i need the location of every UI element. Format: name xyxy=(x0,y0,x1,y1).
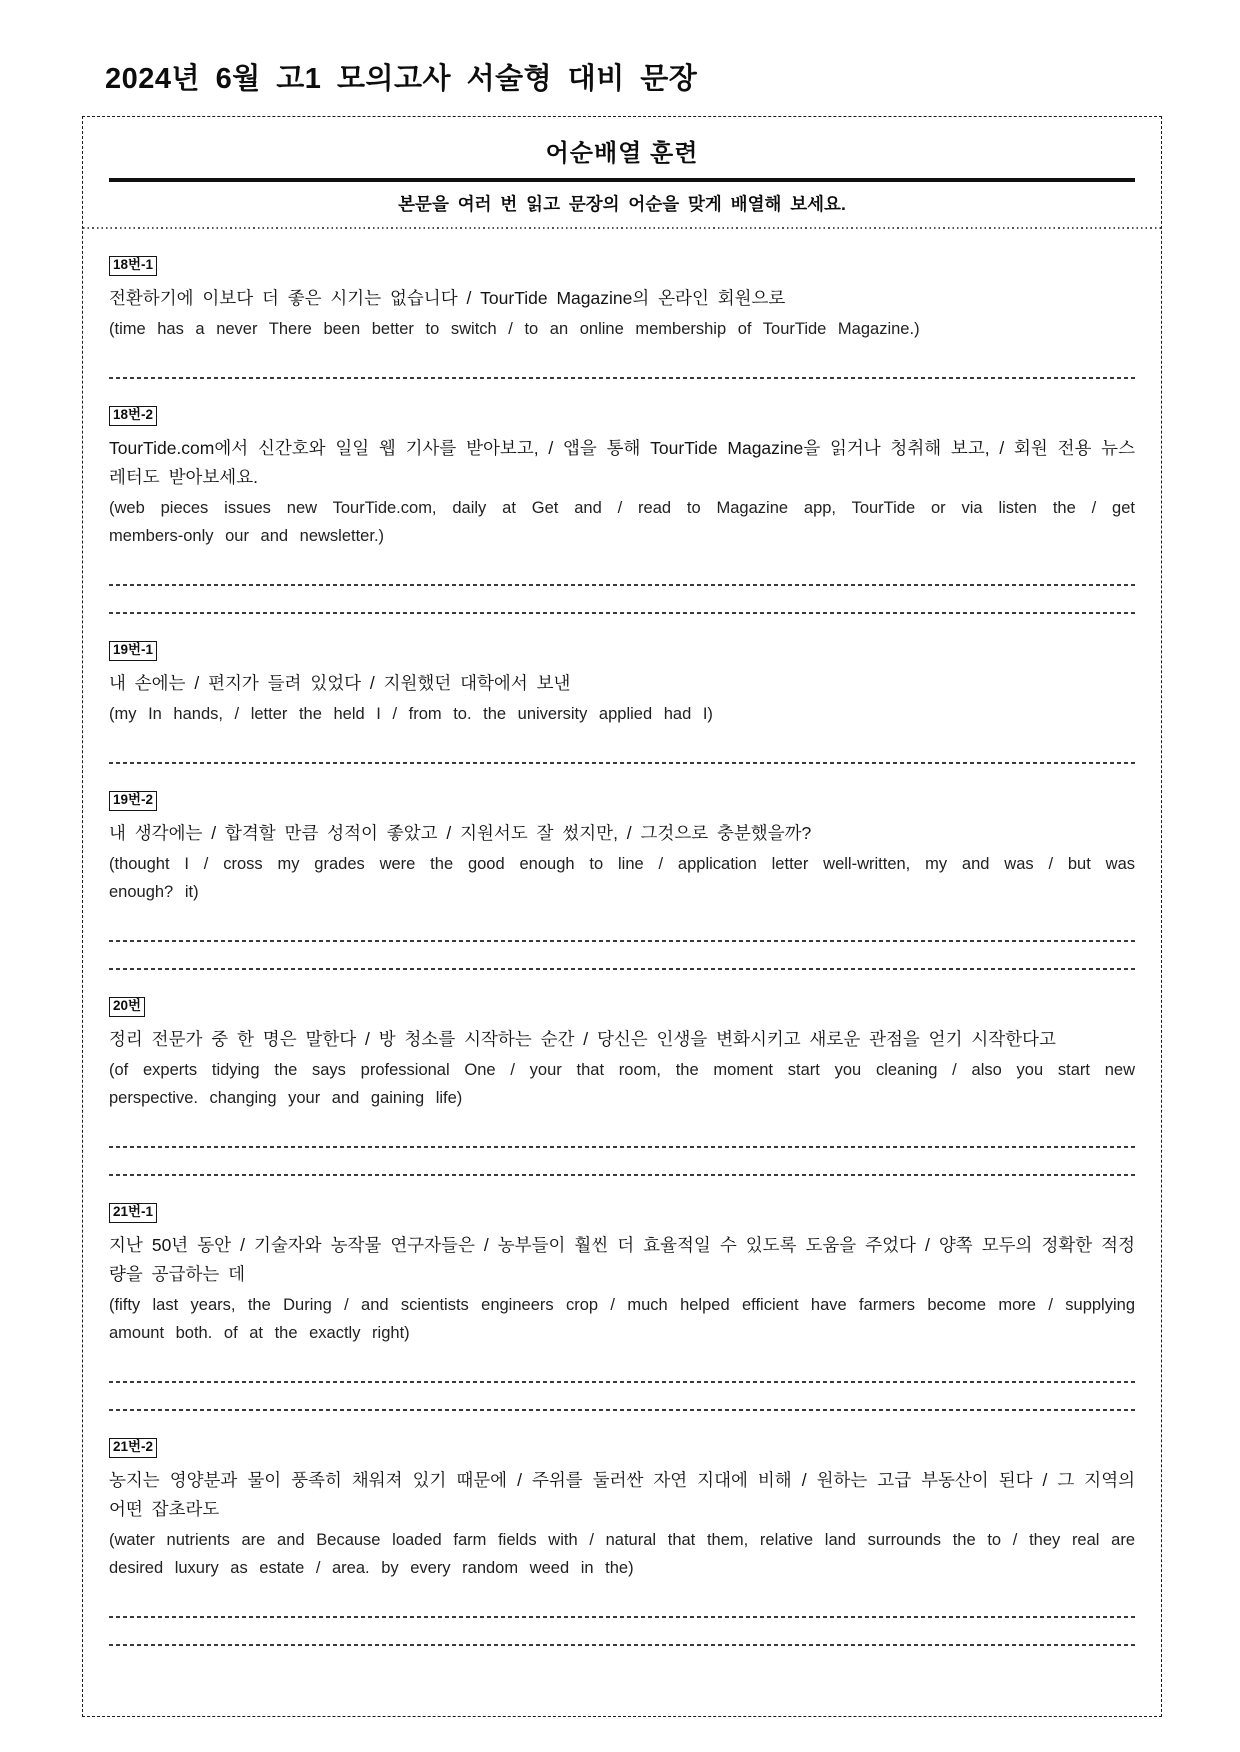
section-number-badge: 18번-2 xyxy=(109,406,157,426)
section-number-badge: 21번-1 xyxy=(109,1203,157,1223)
korean-prompt-text: TourTide.com에서 신간호와 일일 웹 기사를 받아보고, / 앱을 통해 TourTide Magazine을 읽거나 청취해 보고, / 회원 전용 뉴스레터도 받아보세요. xyxy=(109,437,1135,487)
scrambled-english-text: (water nutrients are and Because loaded farm fields with / natural that them, relative land surrounds the to / they real are desired luxury as estate / area. by every random weed in the) xyxy=(109,1531,1135,1578)
answer-blank-line xyxy=(109,1409,1135,1411)
section-number-badge: 19번-1 xyxy=(109,641,157,661)
scrambled-english-text: (thought I / cross my grades were the good enough to line / application letter well-written, my and was / but was enough? it) xyxy=(109,854,1135,901)
korean-prompt-text: 내 손에는 / 편지가 들려 있었다 / 지원했던 대학에서 보낸 xyxy=(109,672,571,693)
heading-rule xyxy=(109,178,1135,182)
answer-blank-line xyxy=(109,612,1135,614)
section-number-badge: 20번 xyxy=(109,997,145,1017)
exercise-section xyxy=(109,641,1135,764)
worksheet-heading: 어순배열 훈련 xyxy=(545,140,699,167)
exercise-section xyxy=(109,791,1135,970)
scrambled-english-text: (time has a never There been better to switch / to an online membership of TourTide Magazine.) xyxy=(109,319,920,338)
section-number-badge: 18번-1 xyxy=(109,256,157,276)
section-number-badge: 19번-2 xyxy=(109,791,157,811)
worksheet-instruction: 본문을 여러 번 읽고 문장의 어순을 맞게 배열해 보세요. xyxy=(398,194,846,214)
answer-blank-line xyxy=(109,1616,1135,1618)
korean-prompt-text: 정리 전문가 중 한 명은 말한다 / 방 청소를 시작하는 순간 / 당신은 인생을 변화시키고 새로운 관점을 얻기 시작한다고 xyxy=(109,1028,1056,1049)
scrambled-english-text: (of experts tidying the says professional One / your that room, the moment start you cleaning / also you start new perspective. changing your and gaining life) xyxy=(109,1060,1135,1107)
document-title: 2024년 6월 고1 모의고사 서술형 대비 문장 xyxy=(105,63,698,95)
sections xyxy=(83,256,1161,1646)
korean-prompt-text: 지난 50년 동안 / 기술자와 농작물 연구자들은 / 농부들이 훨씬 더 효율적일 수 있도록 도움을 주었다 / 양쪽 모두의 정확한 적정량을 공급하는 데 xyxy=(109,1234,1135,1284)
answer-blank-line xyxy=(109,968,1135,970)
answer-blank-line xyxy=(109,1381,1135,1383)
scrambled-english-text: (fifty last years, the During / and scientists engineers crop / much helped efficient have farmers become more / supplying amount both. of at the exactly right) xyxy=(109,1296,1135,1343)
scrambled-english-text: (web pieces issues new TourTide.com, daily at Get and / read to Magazine app, TourTide or via listen the / get members-only our and newsletter.) xyxy=(109,498,1135,545)
korean-prompt-text: 내 생각에는 / 합격할 만큼 성적이 좋았고 / 지원서도 잘 썼지만, / 그것으로 충분했을까? xyxy=(109,822,812,843)
exercise-section xyxy=(109,1203,1135,1411)
answer-blank-line xyxy=(109,584,1135,586)
worksheet-header xyxy=(83,117,1161,216)
answer-blank-line xyxy=(109,377,1135,379)
answer-blank-line xyxy=(109,1146,1135,1148)
exercise-section xyxy=(109,406,1135,614)
exercise-section xyxy=(109,997,1135,1176)
korean-prompt-text: 농지는 영양분과 물이 풍족히 채워져 있기 때문에 / 주위를 둘러싼 자연 지대에 비해 / 원하는 고급 부동산이 된다 / 그 지역의 어떤 잡초라도 xyxy=(109,1469,1135,1520)
worksheet-frame xyxy=(82,116,1162,1717)
korean-prompt-text: 전환하기에 이보다 더 좋은 시기는 없습니다 / TourTide Magazine의 온라인 회원으로 xyxy=(109,287,786,308)
exercise-section xyxy=(109,256,1135,379)
answer-blank-line xyxy=(109,1174,1135,1176)
answer-blank-line xyxy=(109,940,1135,942)
dotted-divider xyxy=(83,227,1161,229)
answer-blank-line xyxy=(109,1644,1135,1646)
exercise-section xyxy=(109,1438,1135,1646)
section-number-badge: 21번-2 xyxy=(109,1438,157,1458)
scrambled-english-text: (my In hands, / letter the held I / from to. the university applied had I) xyxy=(109,704,713,723)
answer-blank-line xyxy=(109,762,1135,764)
